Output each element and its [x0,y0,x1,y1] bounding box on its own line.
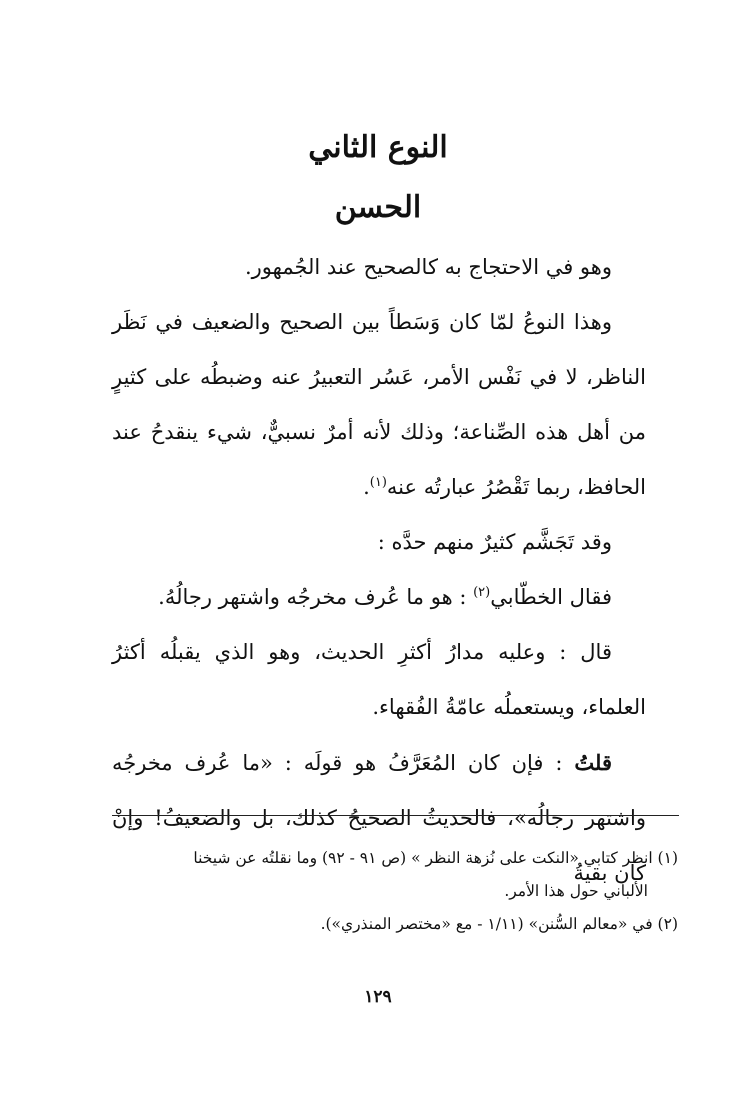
chapter-heading: النوع الثاني [308,130,448,165]
paragraph-6-lead: قلتُ [574,750,612,775]
paragraph-6-rest: : فإن كان المُعَرَّفُ هو قولَه : «ما عُرف مخرجُه واشتهر رجالُه»، فالحديثُ الصحيحُ كذلك، بل والضعيفُ! وإنْ كان بقيةُ [112,751,646,885]
paragraph-5: قال : وعليه مدارُ أكثرِ الحديث، وهو الذي يقبلُه أكثرُ العلماء، ويستعملُه عامّةُ الفُقهاء. [112,640,646,719]
footnote-divider [112,815,679,816]
paragraph-1: وهو في الاحتجاج به كالصحيح عند الجُمهور. [244,255,612,279]
paragraph-4-end: : هو ما عُرف مخرجُه واشتهر رجالُهُ. [158,585,467,609]
paragraph-4 [112,570,646,625]
paragraph-2 [112,295,646,515]
footnote-ref-2[interactable]: (٢) [473,585,491,600]
footnote-2: (٢) في «معالم السُّنن» (١/١١ - مع «مختصر المنذري»). [320,915,678,933]
footnote-ref-1[interactable]: (١) [369,475,387,490]
paragraph-2-end: . [363,475,370,499]
paragraph-3: وقد تَجَشَّم كثيرٌ منهم حدَّه : [377,530,612,554]
paragraph-4-start: فقال الخطّابي [490,585,612,609]
footnote-1-line-1: (١) انظر كتابي «النكت على نُزهة النظر » (ص ٩١ - ٩٢) وما نقلتُه عن شيخنا [193,849,678,867]
page-number: ١٢٩ [364,987,392,1007]
main-text [112,240,646,901]
footnotes [106,842,678,941]
footnote-1-line-2: الألباني حول هذا الأمر. [504,882,648,900]
subject-heading: الحسن [334,190,422,225]
paragraph-2-text: وهذا النوعُ لمّا كان وَسَطاً بين الصحيح والضعيف في نَظَر الناظر، لا في نَفْس الأمر، عَسُر التعبيرُ عنه وضبطُه على كثيرٍ من أهل هذه الصِّناعة؛ وذلك لأنه أمرٌ نسبيٌّ، شيء ينقدحُ عند الحافظ، ربما تَقْصُرُ عبارتُه عنه [112,310,646,499]
